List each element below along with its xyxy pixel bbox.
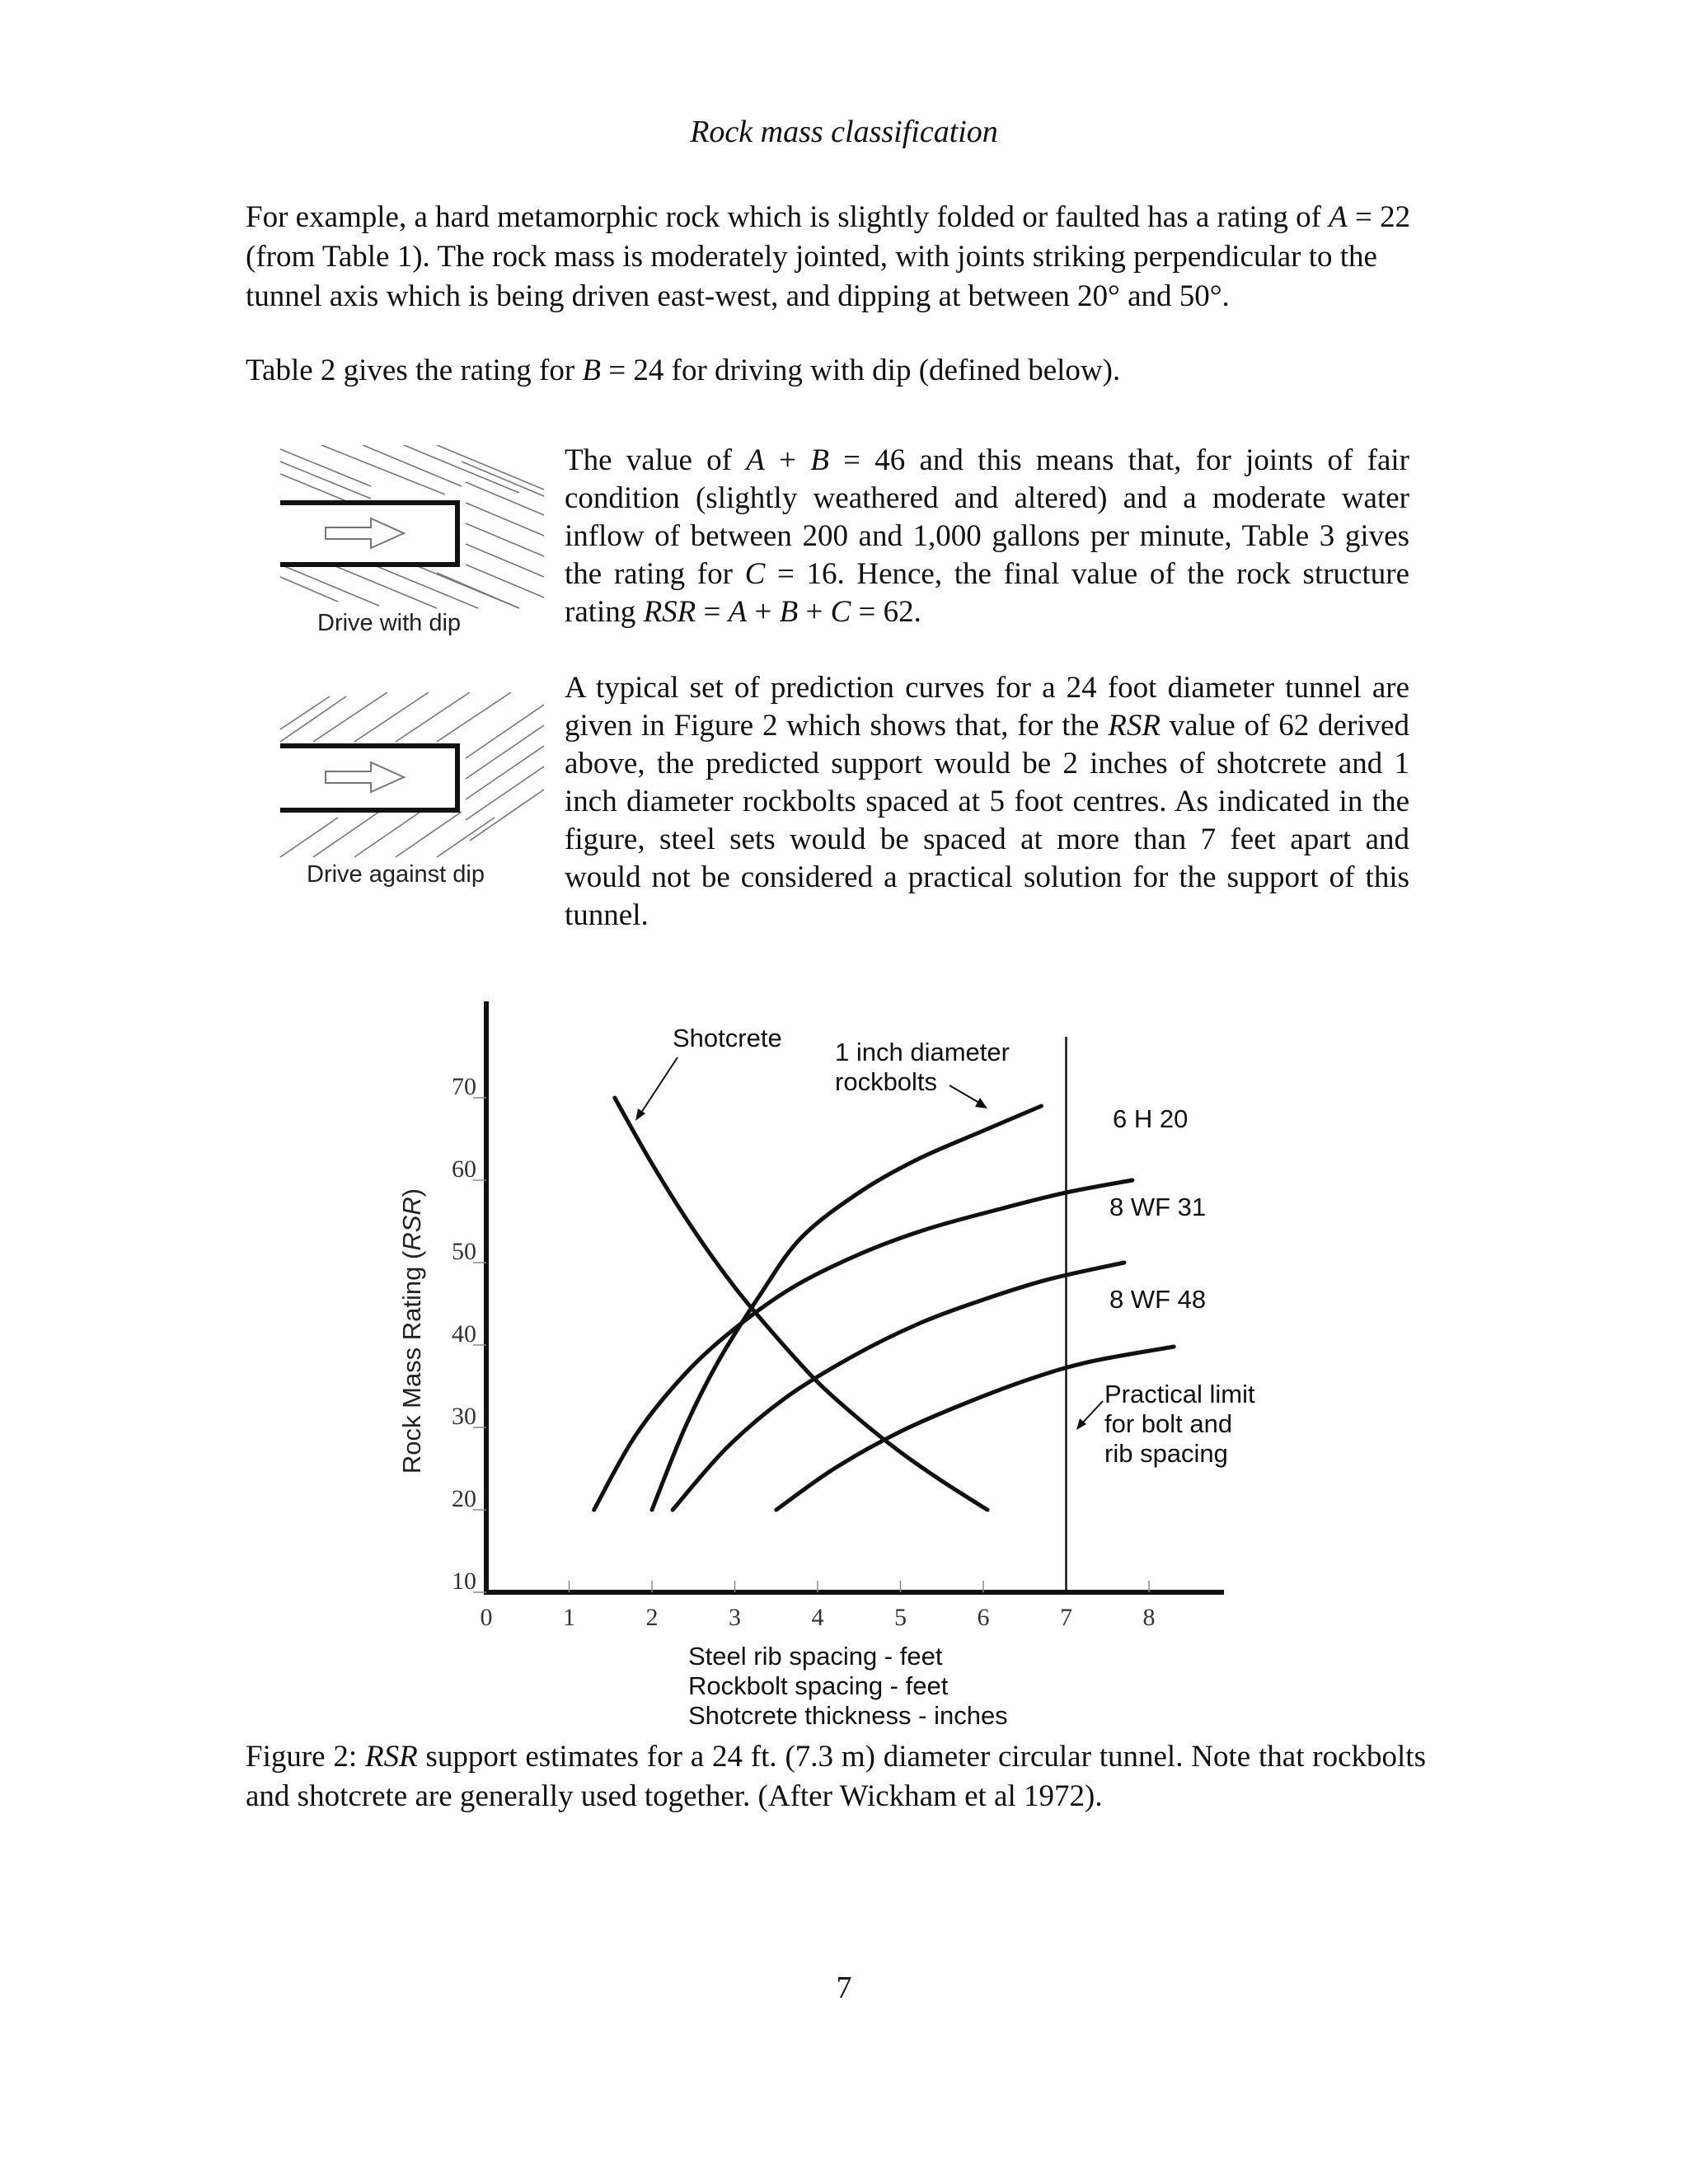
rockbolts-pointer-head: [975, 1098, 987, 1108]
y-tick-group: [452, 1073, 486, 1595]
x-tick-label: 2: [645, 1604, 659, 1631]
drive-with-dip-label: Drive with dip: [317, 610, 462, 636]
practical-limit-label-line3: rib spacing: [1104, 1439, 1228, 1468]
series-group: [594, 1098, 1174, 1510]
shotcrete-pointer: [640, 1057, 678, 1115]
x-axis-label-steel-rib: Steel rib spacing - feet: [688, 1642, 943, 1671]
paragraph-table2: Table 2 gives the rating for B = 24 for driving with dip (defined below).: [246, 354, 1121, 387]
y-tick-label: 50: [452, 1238, 476, 1265]
series-line-6-h-20: [594, 1180, 1132, 1510]
x-tick-label: 5: [894, 1604, 907, 1631]
series-line-shotcrete: [615, 1098, 987, 1510]
series-line-8-wf-31: [673, 1263, 1124, 1510]
practical-limit-label-line1: Practical limit: [1104, 1380, 1255, 1408]
x-tick-label: 0: [480, 1604, 493, 1631]
x-axis-label-shotcrete: Shotcrete thickness - inches: [688, 1701, 1008, 1730]
x-tick-label: 3: [729, 1604, 741, 1631]
x-tick-label: 1: [563, 1604, 575, 1631]
x-axis-label-rockbolt: Rockbolt spacing - feet: [688, 1671, 949, 1700]
y-tick-label: 10: [452, 1568, 476, 1595]
x-tick-label: 6: [977, 1604, 990, 1631]
rockbolts-label-line2: rockbolts: [835, 1067, 938, 1096]
practical-limit-pointer: [1081, 1401, 1103, 1424]
rockbolts-label-line1: 1 inch diameter: [835, 1038, 1010, 1066]
series-label-6h20: 6 H 20: [1113, 1104, 1189, 1133]
practical-limit-label-line2: for bolt and: [1104, 1409, 1233, 1438]
page-header: Rock mass classification: [690, 115, 998, 149]
paragraph-intro: For example, a hard metamorphic rock which is slightly folded or faulted has a rating of A = 22 (from Table 1). The rock mass is moderately jointed, with joints striking perpendicular to the tunnel axis which is being driven east-west, and dipping at between 20° and 50°.: [246, 200, 1411, 313]
figure-caption: Figure 2: RSR support estimates for a 24 ft. (7.3 m) diameter circular tunnel. Note that rockbolts and shotcrete are generally used together. (After Wickham et al 1972).: [246, 1740, 1426, 1813]
shotcrete-label: Shotcrete: [673, 1024, 782, 1052]
page-number: 7: [836, 1971, 852, 2005]
series-label-8wf31: 8 WF 31: [1109, 1193, 1207, 1221]
drive-with-dip-diagram: [272, 445, 544, 618]
y-tick-label: 30: [452, 1403, 476, 1430]
y-tick-label: 70: [452, 1073, 476, 1100]
shotcrete-pointer-head: [635, 1108, 645, 1121]
x-tick-label: 8: [1142, 1604, 1156, 1631]
rsr-support-chart: [387, 981, 1319, 1739]
paragraph-rsr-calculation: The value of A + B = 46 and this means that, for joints of fair condition (slightly weathered and altered) and a moderate water inflow of between 200 and 1,000 gallons per minute, Table 3 gives the rating for C = 16. Hence, the final value of the rock structure rating RSR = A + B + C = 62.: [565, 443, 1409, 629]
x-tick-label: 4: [811, 1604, 824, 1631]
drive-against-dip-label: Drive against dip: [307, 861, 485, 888]
x-tick-label: 7: [1060, 1604, 1072, 1631]
y-axis-label: Rock Mass Rating (RSR): [397, 1188, 426, 1474]
series-line-1-inch-diameter-rockbolts: [652, 1106, 1041, 1510]
series-label-8wf48: 8 WF 48: [1109, 1285, 1207, 1314]
y-tick-label: 20: [452, 1485, 476, 1512]
rockbolts-pointer: [950, 1085, 979, 1103]
y-tick-label: 40: [452, 1320, 476, 1347]
x-tick-group: [481, 1581, 1156, 1631]
drive-against-dip-diagram: [272, 692, 544, 865]
y-tick-label: 60: [452, 1155, 476, 1183]
paragraph-prediction-curves: A typical set of prediction curves for a 24 foot diameter tunnel are given in Figure 2 which shows that, for the RSR value of 62 derived above, the predicted support would be 2 inches of shotcrete and 1 inch diameter rockbolts spaced at 5 foot centres. As indicated in the figure, steel sets would be spaced at more than 7 feet apart and would not be considered a practical solution for the support of this tunnel.: [565, 671, 1409, 932]
